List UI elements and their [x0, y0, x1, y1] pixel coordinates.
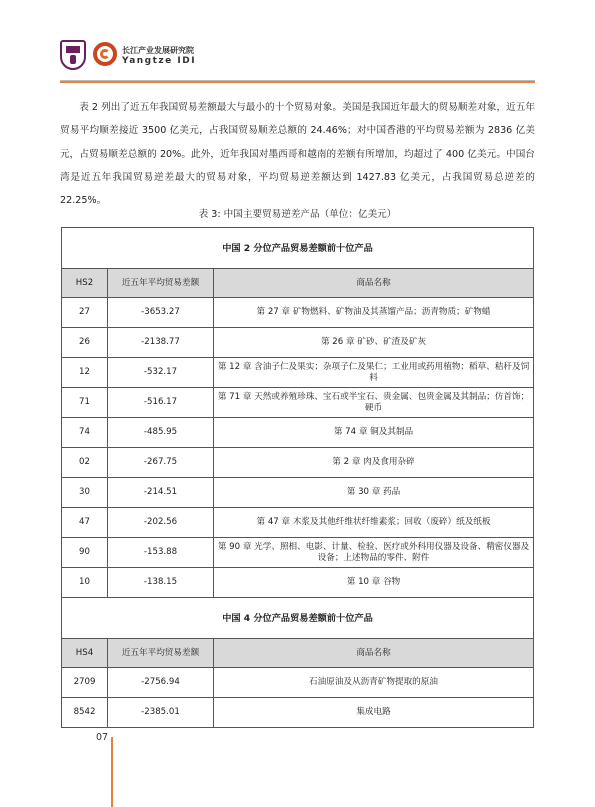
- column-header-code: HS2: [62, 269, 108, 298]
- trade-balance-cell: -267.75: [108, 448, 214, 478]
- institute-name-en: Yangtze IDI: [122, 56, 197, 66]
- table-row: [62, 448, 534, 478]
- table-row: [62, 418, 534, 448]
- table-row: [62, 568, 534, 598]
- column-header-row: [62, 269, 534, 298]
- hs-code-cell: 27: [62, 298, 108, 328]
- product-name-cell: 第 30 章 药品: [214, 478, 534, 508]
- table-row: [62, 298, 534, 328]
- product-name-cell: 第 10 章 谷物: [214, 568, 534, 598]
- column-header-row: [62, 639, 534, 668]
- trade-balance-cell: -2385.01: [108, 698, 214, 728]
- hs-code-cell: 10: [62, 568, 108, 598]
- hs-code-cell: 02: [62, 448, 108, 478]
- institute-logo-icon: [93, 42, 117, 66]
- trade-balance-cell: -532.17: [108, 358, 214, 388]
- trade-deficit-table: [61, 227, 534, 728]
- product-name-cell: 石油原油及从沥青矿物提取的原油: [214, 668, 534, 698]
- column-header-value: 近五年平均贸易差额: [108, 269, 214, 298]
- trade-balance-cell: -485.95: [108, 418, 214, 448]
- hs-code-cell: 74: [62, 418, 108, 448]
- institute-name-cn: 长江产业发展研究院: [122, 46, 194, 55]
- page-header: [0, 0, 595, 80]
- university-crest-icon: [60, 40, 86, 70]
- section-title: 中国 2 分位产品贸易差额前十位产品: [62, 228, 534, 269]
- product-name-cell: 第 71 章 天然或养殖珍珠、宝石或半宝石、贵金属、包贵金属及其制品；仿首饰；硬币: [214, 388, 534, 418]
- section-title-row: [62, 598, 534, 639]
- column-header-value: 近五年平均贸易差额: [108, 639, 214, 668]
- table-row: [62, 478, 534, 508]
- table-row: [62, 698, 534, 728]
- trade-balance-cell: -2756.94: [108, 668, 214, 698]
- column-header-code: HS4: [62, 639, 108, 668]
- product-name-cell: 第 74 章 铜及其制品: [214, 418, 534, 448]
- table-row: [62, 538, 534, 568]
- column-header-name: 商品名称: [214, 639, 534, 668]
- hs-code-cell: 47: [62, 508, 108, 538]
- hs-code-cell: 30: [62, 478, 108, 508]
- trade-balance-cell: -2138.77: [108, 328, 214, 358]
- table-row: [62, 358, 534, 388]
- footer-accent-line: [111, 737, 113, 807]
- product-name-cell: 第 2 章 肉及食用杂碎: [214, 448, 534, 478]
- header-accent-divider: [60, 81, 535, 83]
- hs-code-cell: 71: [62, 388, 108, 418]
- product-name-cell: 第 90 章 光学、照相、电影、计量、检验、医疗或外科用仪器及设备、精密仪器及设备；上述物品的零件、附件: [214, 538, 534, 568]
- hs-code-cell: 12: [62, 358, 108, 388]
- product-name-cell: 第 27 章 矿物燃料、矿物油及其蒸馏产品；沥青物质；矿物蜡: [214, 298, 534, 328]
- hs-code-cell: 90: [62, 538, 108, 568]
- table-row: [62, 668, 534, 698]
- hs-code-cell: 2709: [62, 668, 108, 698]
- column-header-name: 商品名称: [214, 269, 534, 298]
- body-paragraph: 表 2 列出了近五年我国贸易差额最大与最小的十个贸易对象。美国是我国近年最大的贸易顺差对象，近五年贸易平均顺差接近 3500 亿美元，占我国贸易顺差总额的 24.46%；对中国香港的平均贸易差额为 2836 亿美元，占贸易顺差总额的 20%。此外，近年我国对墨西哥和越南的差额有所增加，均超过了 400 亿美元。中国台湾是近五年我国贸易逆差最大的贸易对象，平均贸易逆差额达到 1427.83 亿美元，占我国贸易总逆差的 22.25%。: [60, 102, 535, 207]
- table-row: [62, 328, 534, 358]
- product-name-cell: 第 12 章 含油子仁及果实；杂项子仁及果仁；工业用或药用植物；稻草、秸秆及饲料: [214, 358, 534, 388]
- page-number: 07: [96, 732, 109, 743]
- trade-balance-cell: -214.51: [108, 478, 214, 508]
- table-row: [62, 388, 534, 418]
- trade-balance-cell: -516.17: [108, 388, 214, 418]
- trade-balance-cell: -202.56: [108, 508, 214, 538]
- table-caption: 表 3: 中国主要贸易逆差产品（单位：亿美元）: [198, 209, 397, 220]
- body-text: [60, 96, 535, 212]
- section-title: 中国 4 分位产品贸易差额前十位产品: [62, 598, 534, 639]
- product-name-cell: 第 47 章 木浆及其他纤维状纤维素浆；回收（废碎）纸及纸板: [214, 508, 534, 538]
- product-name-cell: 集成电路: [214, 698, 534, 728]
- trade-balance-cell: -153.88: [108, 538, 214, 568]
- product-name-cell: 第 26 章 矿砂、矿渣及矿灰: [214, 328, 534, 358]
- section-title-row: [62, 228, 534, 269]
- trade-balance-cell: -3653.27: [108, 298, 214, 328]
- trade-balance-cell: -138.15: [108, 568, 214, 598]
- table-row: [62, 508, 534, 538]
- hs-code-cell: 8542: [62, 698, 108, 728]
- hs-code-cell: 26: [62, 328, 108, 358]
